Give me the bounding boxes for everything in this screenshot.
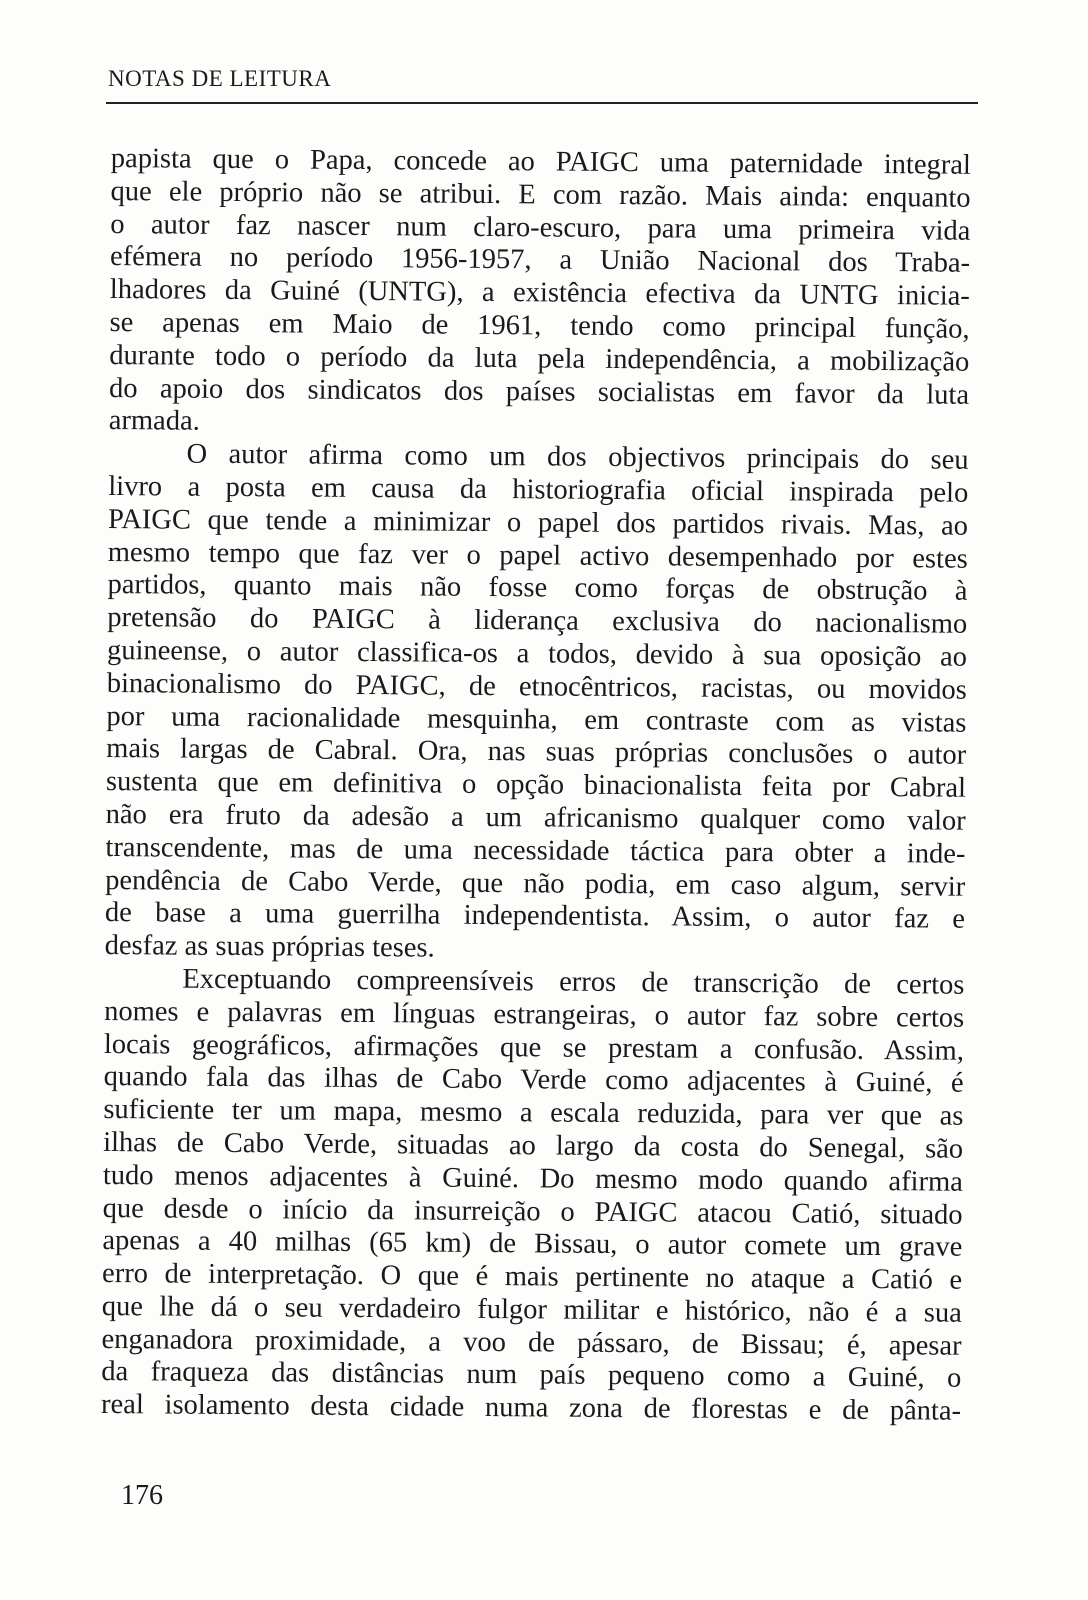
text-line: enganadora proximidade, a voo de pássaro, de Bissau; é, apesar [101,1323,962,1362]
text-line: quando fala das ilhas de Cabo Verde como adjacentes à Guiné, é [103,1061,964,1100]
text-line: locais geográficos, afirmações que se prestam a confusão. Assim, [103,1028,965,1067]
text-line: O autor afirma como um dos objectivos principais do seu [186,438,969,476]
text-line: pendência de Cabo Verde, que não podia, em caso algum, servir [105,864,966,903]
text-line: efémera no período 1956-1957, a União Nacional dos Traba- [109,241,971,280]
text-line: ilhas de Cabo Verde, situadas ao largo da costa do Senegal, são [103,1126,964,1165]
text-line: do apoio dos sindicatos dos países socialistas em favor da luta [108,372,970,411]
text-line: transcendente, mas de uma necessidade táctica para obter a inde- [105,831,966,870]
text-line: Exceptuando compreensíveis erros de transcrição de certos [182,963,965,1001]
text-line: guineense, o autor classifica-os a todos, devido à sua oposição ao [106,634,968,673]
text-line: pretensão do PAIGC à liderança exclusiva do nacionalismo [107,602,968,640]
text-line: apenas a 40 milhas (65 km) de Bissau, o autor comete um grave [102,1225,963,1264]
text-line: que desde o início da insurreição o PAIGC atacou Catió, situado [102,1192,963,1231]
text-line: desfaz as suas próprias teses. [104,930,435,964]
body-text [101,143,971,1429]
text-line: binacionalismo do PAIGC, de etnocêntricos, racistas, ou movidos [106,667,967,706]
text-line: lhadores da Guiné (UNTG), a existência efectiva da UNTG inicia- [109,274,970,312]
text-line: por uma racionalidade mesquinha, em contraste com as vistas [106,700,967,739]
text-line: se apenas em Maio de 1961, tendo como principal função, [109,306,970,345]
text-line: de base a uma guerrilha independentista. Assim, o autor faz e [104,897,966,936]
text-line: que ele próprio não se atribui. E com razão. Mais ainda: enquanto [110,175,971,214]
text-line: que lhe dá o seu verdadeiro fulgor militar e histórico, não é a sua [101,1290,962,1329]
text-line: o autor faz nascer num claro-escuro, para uma primeira vida [110,208,971,247]
text-line: papista que o Papa, concede ao PAIGC uma paternidade integral [110,143,971,181]
text-line: suficiente ter um mapa, mesmo a escala reduzida, para ver que as [103,1094,964,1132]
text-line: real isolamento desta cidade numa zona de florestas e de pânta- [100,1389,962,1427]
text-line: não era fruto da adesão a um africanismo qualquer como valor [105,798,966,837]
text-line: sustenta que em definitiva o opção binacionalista feita por Cabral [105,766,967,804]
text-line: da fraqueza das distâncias num país pequeno como a Guiné, o [101,1356,962,1395]
page-number: 176 [121,1480,163,1511]
text-line: nomes e palavras em línguas estrangeiras, o autor faz sobre certos [104,995,965,1034]
text-line: PAIGC que tende a minimizar o papel dos partidos rivais. Mas, ao [107,503,969,542]
text-line: mais largas de Cabral. Ora, nas suas próprias conclusões o autor [106,733,967,772]
text-line: erro de interpretação. O que é mais pertinente no ataque a Catió e [101,1258,963,1296]
text-line: livro a posta em causa da historiografia oficial inspirada pelo [108,470,969,509]
text-line: armada. [108,405,200,438]
running-header: NOTAS DE LEITURA [108,66,332,91]
text-line: mesmo tempo que faz ver o papel activo desempenhado por estes [107,536,968,575]
text-line: tudo menos adjacentes à Guiné. Do mesmo modo quando afirma [102,1159,963,1198]
text-line: durante todo o período da luta pela independência, a mobilização [109,339,970,378]
header-rule [106,102,978,104]
text-line: partidos, quanto mais não fosse como forças de obstrução à [107,569,968,608]
